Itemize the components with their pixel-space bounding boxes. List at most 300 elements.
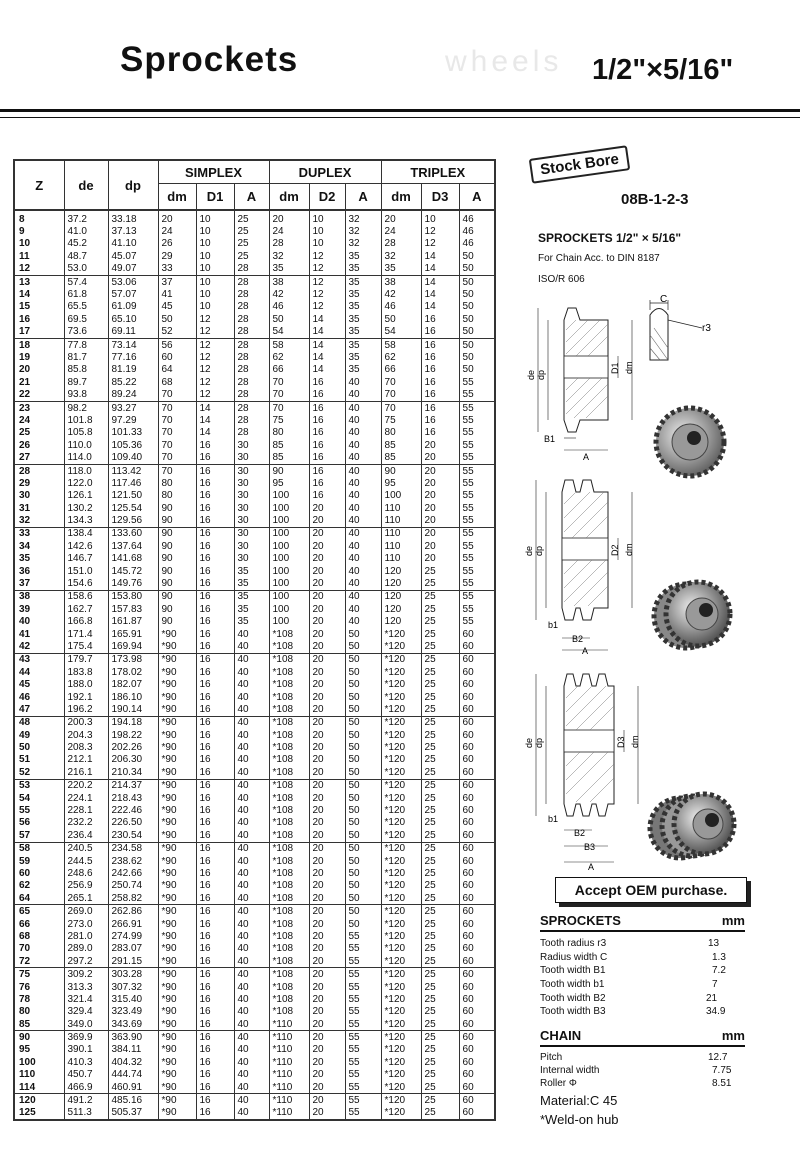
table-cell: 40 bbox=[234, 918, 269, 930]
table-cell: 321.4 bbox=[64, 993, 108, 1005]
table-cell: 32 bbox=[345, 238, 381, 250]
table-cell: 33.18 bbox=[108, 210, 158, 225]
tooth-count-cell: 54 bbox=[14, 792, 64, 804]
chain-value: 7.75 bbox=[712, 1065, 732, 1076]
table-row bbox=[14, 301, 495, 313]
table-cell: 40 bbox=[234, 1006, 269, 1018]
table-cell: 25 bbox=[421, 955, 459, 968]
table-cell: 40 bbox=[345, 376, 381, 388]
table-cell: *110 bbox=[269, 1107, 309, 1120]
spec-label: Tooth width B1 bbox=[540, 965, 606, 976]
table-cell: 16 bbox=[196, 628, 234, 640]
table-cell: 25 bbox=[421, 577, 459, 590]
table-row bbox=[14, 540, 495, 552]
table-cell: 266.91 bbox=[108, 918, 158, 930]
table-cell: 25 bbox=[421, 842, 459, 855]
table-cell: 64 bbox=[158, 364, 196, 376]
table-cell: 40 bbox=[234, 640, 269, 653]
table-cell: 40 bbox=[345, 401, 381, 414]
table-cell: 10 bbox=[196, 275, 234, 288]
table-row bbox=[14, 376, 495, 388]
table-cell: *90 bbox=[158, 678, 196, 690]
spec-value: 13 bbox=[708, 938, 720, 949]
tooth-count-cell: 90 bbox=[14, 1031, 64, 1044]
table-cell: 40 bbox=[345, 527, 381, 540]
table-cell: 20 bbox=[309, 892, 345, 905]
table-row bbox=[14, 1018, 495, 1031]
table-cell: 171.4 bbox=[64, 628, 108, 640]
table-cell: 55 bbox=[459, 603, 495, 615]
table-cell: 14 bbox=[196, 414, 234, 426]
table-cell: 41.10 bbox=[108, 238, 158, 250]
table-cell: 50 bbox=[345, 918, 381, 930]
table-row bbox=[14, 477, 495, 489]
table-cell: 137.64 bbox=[108, 540, 158, 552]
table-cell: *120 bbox=[381, 678, 421, 690]
tooth-count-cell: 49 bbox=[14, 729, 64, 741]
table-cell: 244.5 bbox=[64, 855, 108, 867]
table-cell: 100 bbox=[269, 490, 309, 502]
table-cell: 120 bbox=[381, 565, 421, 577]
spec-item bbox=[540, 979, 718, 990]
table-cell: 20 bbox=[158, 210, 196, 225]
chain-label: Internal width bbox=[540, 1065, 600, 1076]
table-cell: 16 bbox=[196, 553, 234, 565]
table-cell: 110 bbox=[381, 502, 421, 514]
table-cell: 16 bbox=[196, 1018, 234, 1031]
table-cell: 105.8 bbox=[64, 427, 108, 439]
sub-header: A bbox=[234, 184, 269, 211]
table-cell: 25 bbox=[234, 210, 269, 225]
table-cell: 234.58 bbox=[108, 842, 158, 855]
table-cell: 14 bbox=[421, 288, 459, 300]
table-cell: 85 bbox=[269, 451, 309, 464]
table-cell: 25 bbox=[421, 1069, 459, 1081]
table-cell: 81.7 bbox=[64, 351, 108, 363]
group-header-simplex: SIMPLEX bbox=[158, 160, 269, 184]
table-cell: 117.46 bbox=[108, 477, 158, 489]
table-cell: 16 bbox=[421, 338, 459, 351]
sub-header: dm bbox=[269, 184, 309, 211]
table-cell: 60 bbox=[459, 1069, 495, 1081]
table-cell: 186.10 bbox=[108, 691, 158, 703]
accept-oem-banner: Accept OEM purchase. bbox=[555, 877, 747, 903]
sprockets-section-header bbox=[540, 913, 745, 932]
tooth-count-cell: 47 bbox=[14, 703, 64, 716]
table-cell: 60 bbox=[459, 716, 495, 729]
table-cell: 297.2 bbox=[64, 955, 108, 968]
table-cell: 89.24 bbox=[108, 388, 158, 401]
table-row bbox=[14, 880, 495, 892]
table-cell: 55 bbox=[459, 502, 495, 514]
table-cell: 120 bbox=[381, 590, 421, 603]
table-cell: 90 bbox=[158, 565, 196, 577]
table-cell: 41.0 bbox=[64, 225, 108, 237]
table-cell: 60 bbox=[158, 351, 196, 363]
table-cell: 16 bbox=[196, 678, 234, 690]
table-cell: 20 bbox=[309, 703, 345, 716]
chain-standard: For Chain Acc. to DIN 8187 bbox=[538, 253, 660, 264]
table-cell: *108 bbox=[269, 842, 309, 855]
table-row bbox=[14, 703, 495, 716]
table-cell: 35 bbox=[345, 351, 381, 363]
table-cell: *108 bbox=[269, 653, 309, 666]
table-row bbox=[14, 1107, 495, 1120]
table-cell: 16 bbox=[196, 993, 234, 1005]
table-cell: 20 bbox=[421, 490, 459, 502]
table-cell: 60 bbox=[459, 779, 495, 792]
table-cell: 25 bbox=[234, 238, 269, 250]
tooth-count-cell: 41 bbox=[14, 628, 64, 640]
table-row bbox=[14, 514, 495, 527]
table-row bbox=[14, 1044, 495, 1056]
table-cell: 60 bbox=[459, 640, 495, 653]
table-cell: *90 bbox=[158, 1018, 196, 1031]
table-cell: 232.2 bbox=[64, 817, 108, 829]
table-cell: 179.7 bbox=[64, 653, 108, 666]
table-cell: *90 bbox=[158, 981, 196, 993]
page-title: Sprockets bbox=[120, 40, 299, 79]
table-cell: 466.9 bbox=[64, 1081, 108, 1094]
table-cell: 77.16 bbox=[108, 351, 158, 363]
table-cell: *108 bbox=[269, 640, 309, 653]
table-row bbox=[14, 855, 495, 867]
tooth-count-cell: 66 bbox=[14, 918, 64, 930]
table-cell: 100 bbox=[269, 603, 309, 615]
chain-value: 12.7 bbox=[708, 1052, 728, 1063]
table-cell: 16 bbox=[196, 716, 234, 729]
table-row bbox=[14, 678, 495, 690]
table-cell: 178.02 bbox=[108, 666, 158, 678]
table-cell: 450.7 bbox=[64, 1069, 108, 1081]
spec-item bbox=[540, 938, 720, 949]
table-cell: 25 bbox=[421, 905, 459, 918]
spec-value: 21 bbox=[706, 993, 718, 1004]
tooth-count-cell: 43 bbox=[14, 653, 64, 666]
table-cell: 35 bbox=[345, 288, 381, 300]
table-cell: 95 bbox=[269, 477, 309, 489]
table-row bbox=[14, 288, 495, 300]
table-cell: 20 bbox=[309, 817, 345, 829]
tooth-count-cell: 62 bbox=[14, 880, 64, 892]
table-row bbox=[14, 892, 495, 905]
table-cell: 113.42 bbox=[108, 464, 158, 477]
table-cell: 50 bbox=[345, 792, 381, 804]
table-cell: 40 bbox=[234, 880, 269, 892]
table-cell: 30 bbox=[234, 502, 269, 514]
table-cell: *110 bbox=[269, 1069, 309, 1081]
table-cell: 37 bbox=[158, 275, 196, 288]
table-cell: 202.26 bbox=[108, 741, 158, 753]
table-cell: 30 bbox=[234, 490, 269, 502]
table-cell: 35 bbox=[345, 313, 381, 325]
table-cell: 55 bbox=[345, 968, 381, 981]
sub-header: dm bbox=[158, 184, 196, 211]
table-cell: 14 bbox=[421, 275, 459, 288]
table-cell: 20 bbox=[309, 1044, 345, 1056]
table-cell: 40 bbox=[234, 653, 269, 666]
table-cell: 224.1 bbox=[64, 792, 108, 804]
table-cell: *120 bbox=[381, 1018, 421, 1031]
table-cell: 20 bbox=[309, 691, 345, 703]
chain-unit: mm bbox=[721, 1028, 745, 1043]
table-row bbox=[14, 351, 495, 363]
duplex-sprocket-drawing bbox=[524, 468, 658, 658]
table-row bbox=[14, 691, 495, 703]
table-cell: 85 bbox=[381, 439, 421, 451]
table-cell: 20 bbox=[421, 514, 459, 527]
table-cell: 12 bbox=[196, 364, 234, 376]
table-cell: 16 bbox=[196, 540, 234, 552]
table-cell: *120 bbox=[381, 640, 421, 653]
tooth-count-cell: 70 bbox=[14, 943, 64, 955]
table-cell: 37.13 bbox=[108, 225, 158, 237]
label-de: de bbox=[524, 737, 534, 748]
table-cell: 121.50 bbox=[108, 490, 158, 502]
table-cell: 85 bbox=[381, 451, 421, 464]
table-cell: 32 bbox=[345, 210, 381, 225]
table-cell: 101.33 bbox=[108, 427, 158, 439]
table-cell: 45 bbox=[158, 301, 196, 313]
tooth-count-cell: 80 bbox=[14, 1006, 64, 1018]
table-cell: 122.0 bbox=[64, 477, 108, 489]
table-cell: 40 bbox=[234, 1107, 269, 1120]
table-cell: 20 bbox=[309, 855, 345, 867]
table-cell: 162.7 bbox=[64, 603, 108, 615]
table-cell: 20 bbox=[309, 829, 345, 842]
table-cell: 50 bbox=[345, 703, 381, 716]
table-cell: 120 bbox=[381, 603, 421, 615]
table-cell: 250.74 bbox=[108, 880, 158, 892]
table-cell: *108 bbox=[269, 918, 309, 930]
table-cell: *90 bbox=[158, 1006, 196, 1018]
table-cell: 61.8 bbox=[64, 288, 108, 300]
table-cell: 50 bbox=[345, 766, 381, 779]
table-cell: 16 bbox=[421, 313, 459, 325]
table-cell: 20 bbox=[309, 729, 345, 741]
table-cell: *108 bbox=[269, 703, 309, 716]
col-header-de: de bbox=[64, 160, 108, 210]
table-cell: 50 bbox=[459, 351, 495, 363]
table-cell: 85 bbox=[269, 439, 309, 451]
tooth-count-cell: 60 bbox=[14, 867, 64, 879]
table-cell: 40 bbox=[345, 565, 381, 577]
table-cell: 40 bbox=[345, 451, 381, 464]
table-cell: 50 bbox=[459, 263, 495, 276]
table-cell: 25 bbox=[421, 817, 459, 829]
table-cell: 28 bbox=[381, 238, 421, 250]
label-dp: dp bbox=[534, 545, 544, 556]
table-cell: 16 bbox=[196, 1056, 234, 1068]
table-cell: 25 bbox=[421, 829, 459, 842]
table-cell: 133.60 bbox=[108, 527, 158, 540]
table-cell: 60 bbox=[459, 666, 495, 678]
table-cell: 50 bbox=[345, 804, 381, 816]
table-cell: *108 bbox=[269, 867, 309, 879]
table-cell: 194.18 bbox=[108, 716, 158, 729]
table-cell: 40 bbox=[345, 439, 381, 451]
label-dm: dm bbox=[624, 361, 634, 374]
tooth-count-cell: 30 bbox=[14, 490, 64, 502]
table-cell: 20 bbox=[381, 210, 421, 225]
table-cell: 60 bbox=[459, 678, 495, 690]
table-cell: 25 bbox=[421, 1107, 459, 1120]
table-cell: *90 bbox=[158, 1107, 196, 1120]
table-cell: 16 bbox=[196, 527, 234, 540]
table-cell: 55 bbox=[345, 1018, 381, 1031]
table-cell: 40 bbox=[345, 540, 381, 552]
table-cell: 16 bbox=[421, 388, 459, 401]
table-cell: 14 bbox=[309, 364, 345, 376]
table-cell: 16 bbox=[421, 414, 459, 426]
header-rule-thin bbox=[0, 117, 800, 118]
table-cell: 40 bbox=[234, 829, 269, 842]
table-cell: 60 bbox=[459, 691, 495, 703]
table-cell: 269.0 bbox=[64, 905, 108, 918]
table-cell: 60 bbox=[459, 1018, 495, 1031]
table-cell: 16 bbox=[196, 1006, 234, 1018]
table-cell: 20 bbox=[309, 1081, 345, 1094]
table-cell: 16 bbox=[196, 514, 234, 527]
table-cell: 16 bbox=[309, 451, 345, 464]
table-cell: 50 bbox=[345, 880, 381, 892]
tooth-count-cell: 44 bbox=[14, 666, 64, 678]
table-cell: 134.3 bbox=[64, 514, 108, 527]
table-cell: 40 bbox=[234, 955, 269, 968]
table-cell: 25 bbox=[421, 1094, 459, 1107]
table-cell: 50 bbox=[345, 640, 381, 653]
table-cell: *120 bbox=[381, 804, 421, 816]
table-row bbox=[14, 401, 495, 414]
table-cell: 141.68 bbox=[108, 553, 158, 565]
table-cell: *120 bbox=[381, 703, 421, 716]
table-cell: *120 bbox=[381, 1107, 421, 1120]
table-cell: 165.91 bbox=[108, 628, 158, 640]
table-cell: 40 bbox=[345, 414, 381, 426]
table-cell: 60 bbox=[459, 703, 495, 716]
table-cell: 54 bbox=[269, 326, 309, 339]
table-cell: 25 bbox=[421, 892, 459, 905]
table-cell: 28 bbox=[234, 401, 269, 414]
tooth-count-cell: 51 bbox=[14, 754, 64, 766]
table-cell: 16 bbox=[196, 565, 234, 577]
table-cell: *90 bbox=[158, 804, 196, 816]
table-cell: 25 bbox=[234, 250, 269, 262]
table-cell: 85.22 bbox=[108, 376, 158, 388]
table-cell: 20 bbox=[309, 741, 345, 753]
tooth-count-cell: 42 bbox=[14, 640, 64, 653]
table-cell: 46 bbox=[269, 301, 309, 313]
table-cell: *90 bbox=[158, 968, 196, 981]
table-cell: *120 bbox=[381, 867, 421, 879]
table-cell: 16 bbox=[196, 892, 234, 905]
table-cell: 149.76 bbox=[108, 577, 158, 590]
table-cell: 16 bbox=[196, 817, 234, 829]
table-cell: 14 bbox=[421, 250, 459, 262]
tooth-count-cell: 55 bbox=[14, 804, 64, 816]
table-cell: 100 bbox=[269, 565, 309, 577]
table-cell: 236.4 bbox=[64, 829, 108, 842]
table-cell: 40 bbox=[345, 388, 381, 401]
table-cell: 25 bbox=[421, 1056, 459, 1068]
table-cell: 20 bbox=[309, 842, 345, 855]
label-b2: B2 bbox=[572, 634, 584, 644]
table-cell: 20 bbox=[309, 666, 345, 678]
table-cell: 369.9 bbox=[64, 1031, 108, 1044]
table-cell: 62 bbox=[269, 351, 309, 363]
table-cell: 175.4 bbox=[64, 640, 108, 653]
table-cell: 50 bbox=[345, 691, 381, 703]
table-cell: *108 bbox=[269, 678, 309, 690]
tooth-count-cell: 29 bbox=[14, 477, 64, 489]
tooth-count-cell: 19 bbox=[14, 351, 64, 363]
table-cell: 100 bbox=[269, 577, 309, 590]
table-cell: 55 bbox=[459, 553, 495, 565]
table-cell: 38 bbox=[381, 275, 421, 288]
table-cell: 60 bbox=[459, 905, 495, 918]
label-b1-upper: B1 bbox=[544, 434, 556, 444]
label-d1: D1 bbox=[610, 362, 620, 374]
table-cell: *90 bbox=[158, 628, 196, 640]
table-cell: 50 bbox=[345, 842, 381, 855]
table-row bbox=[14, 1094, 495, 1107]
table-cell: 10 bbox=[196, 301, 234, 313]
table-cell: 55 bbox=[345, 993, 381, 1005]
table-cell: 281.0 bbox=[64, 930, 108, 942]
table-cell: 28 bbox=[234, 414, 269, 426]
table-cell: 60 bbox=[459, 829, 495, 842]
table-cell: 60 bbox=[459, 993, 495, 1005]
tooth-count-cell: 39 bbox=[14, 603, 64, 615]
tooth-count-cell: 57 bbox=[14, 829, 64, 842]
table-row bbox=[14, 754, 495, 766]
tooth-count-cell: 34 bbox=[14, 540, 64, 552]
tooth-count-cell: 31 bbox=[14, 502, 64, 514]
table-cell: 40 bbox=[234, 905, 269, 918]
table-cell: 30 bbox=[234, 527, 269, 540]
table-cell: 101.8 bbox=[64, 414, 108, 426]
table-cell: 226.50 bbox=[108, 817, 158, 829]
tooth-count-cell: 56 bbox=[14, 817, 64, 829]
table-cell: 55 bbox=[345, 1006, 381, 1018]
table-cell: 20 bbox=[309, 1107, 345, 1120]
table-cell: 55 bbox=[459, 514, 495, 527]
label-b1-lower: b1 bbox=[548, 814, 559, 824]
chain-label: Pitch bbox=[540, 1052, 563, 1063]
table-cell: 182.07 bbox=[108, 678, 158, 690]
table-cell: 190.14 bbox=[108, 703, 158, 716]
table-cell: 142.6 bbox=[64, 540, 108, 552]
table-cell: 40 bbox=[234, 1069, 269, 1081]
table-cell: 42 bbox=[269, 288, 309, 300]
table-cell: 90 bbox=[158, 514, 196, 527]
spec-table-body bbox=[14, 210, 495, 1120]
table-cell: *120 bbox=[381, 993, 421, 1005]
tooth-count-cell: 18 bbox=[14, 338, 64, 351]
table-cell: 25 bbox=[421, 691, 459, 703]
table-cell: *120 bbox=[381, 628, 421, 640]
table-row bbox=[14, 1069, 495, 1081]
table-row bbox=[14, 364, 495, 376]
label-dp: dp bbox=[534, 737, 544, 748]
table-cell: *120 bbox=[381, 918, 421, 930]
tooth-count-cell: 21 bbox=[14, 376, 64, 388]
table-cell: 25 bbox=[421, 653, 459, 666]
table-cell: 12 bbox=[421, 225, 459, 237]
table-cell: 55 bbox=[345, 955, 381, 968]
table-cell: 35 bbox=[345, 275, 381, 288]
table-cell: 55 bbox=[345, 1031, 381, 1044]
